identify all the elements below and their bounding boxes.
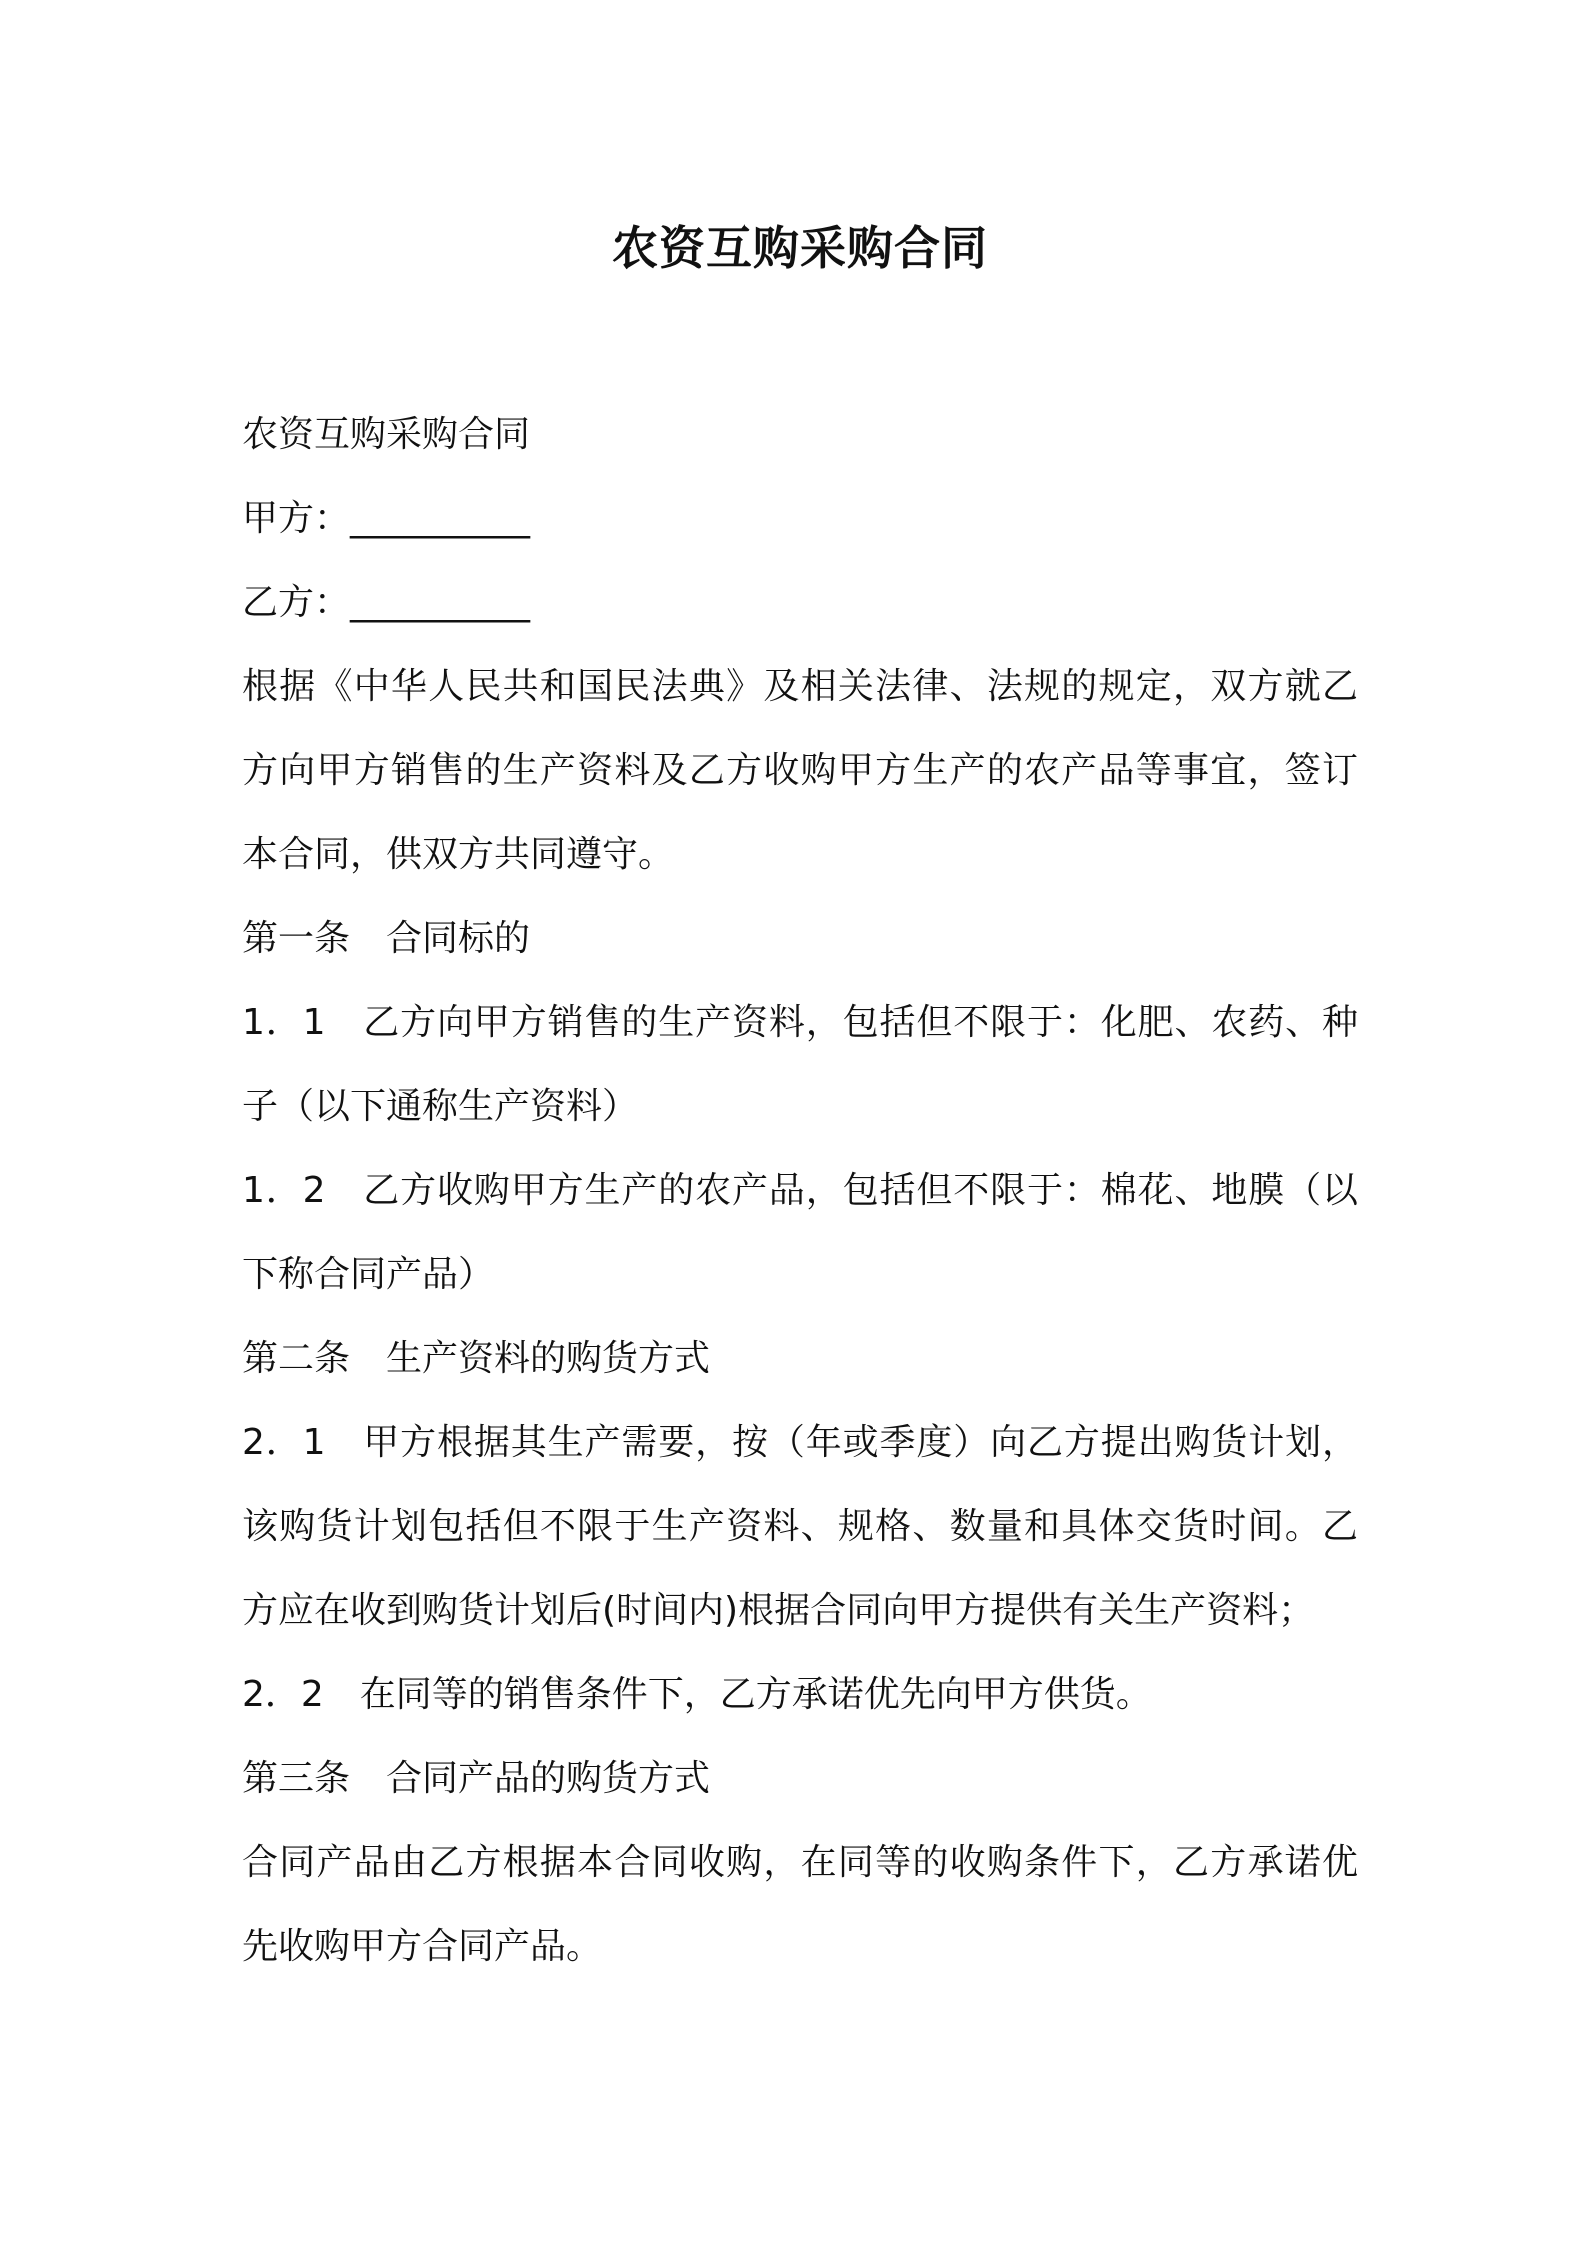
text-line: 该购货计划包括但不限于生产资料、规格、数量和具体交货时间。乙 — [242, 1506, 1358, 1547]
section-heading: 第二条 生产资料的购货方式 — [242, 1338, 711, 1379]
party-a-paragraph — [242, 477, 1358, 561]
document-title: 农资互购采购合同 — [612, 221, 988, 275]
text-line: 子（以下通称生产资料） — [242, 1086, 639, 1127]
preamble-paragraph — [242, 645, 1358, 897]
text-line: 1．2 乙方收购甲方生产的农产品，包括但不限于：棉花、地膜（以 — [242, 1170, 1358, 1211]
text-line: 合同产品由乙方根据本合同收购，在同等的收购条件下，乙方承诺优 — [242, 1842, 1358, 1883]
clause-2-2-paragraph — [242, 1653, 1358, 1737]
clause-1-2-paragraph — [242, 1149, 1358, 1317]
article-1-heading — [242, 897, 1358, 981]
text-line: 下称合同产品） — [242, 1254, 495, 1295]
contract-name-paragraph — [242, 393, 1358, 477]
text-line: 方应在收到购货计划后(时间内)根据合同向甲方提供有关生产资料； — [242, 1590, 1315, 1631]
article-2-heading — [242, 1317, 1358, 1401]
clause-1-1-paragraph — [242, 981, 1358, 1149]
text-line: 本合同，供双方共同遵守。 — [242, 834, 675, 875]
article-3-paragraph — [242, 1821, 1358, 1989]
party-a-line: 甲方：__________ — [242, 498, 531, 539]
text-line: 1．1 乙方向甲方销售的生产资料，包括但不限于：化肥、农药、种 — [242, 1002, 1358, 1043]
text-line: 方向甲方销售的生产资料及乙方收购甲方生产的农产品等事宜，签订 — [242, 750, 1358, 791]
article-3-heading — [242, 1737, 1358, 1821]
text-line: 根据《中华人民共和国民法典》及相关法律、法规的规定，双方就乙 — [242, 666, 1358, 707]
party-b-paragraph — [242, 561, 1358, 645]
text-line: 先收购甲方合同产品。 — [242, 1926, 603, 1967]
section-heading: 第一条 合同标的 — [242, 918, 531, 959]
clause-2-1-paragraph — [242, 1401, 1358, 1653]
document-body — [242, 393, 1358, 1989]
text-line: 2．1 甲方根据其生产需要，按（年或季度）向乙方提出购货计划， — [242, 1422, 1358, 1463]
section-heading: 第三条 合同产品的购货方式 — [242, 1758, 711, 1799]
party-b-line: 乙方：__________ — [242, 582, 531, 623]
text-line: 农资互购采购合同 — [242, 414, 531, 455]
text-line: 2．2 在同等的销售条件下，乙方承诺优先向甲方供货。 — [242, 1674, 1152, 1715]
